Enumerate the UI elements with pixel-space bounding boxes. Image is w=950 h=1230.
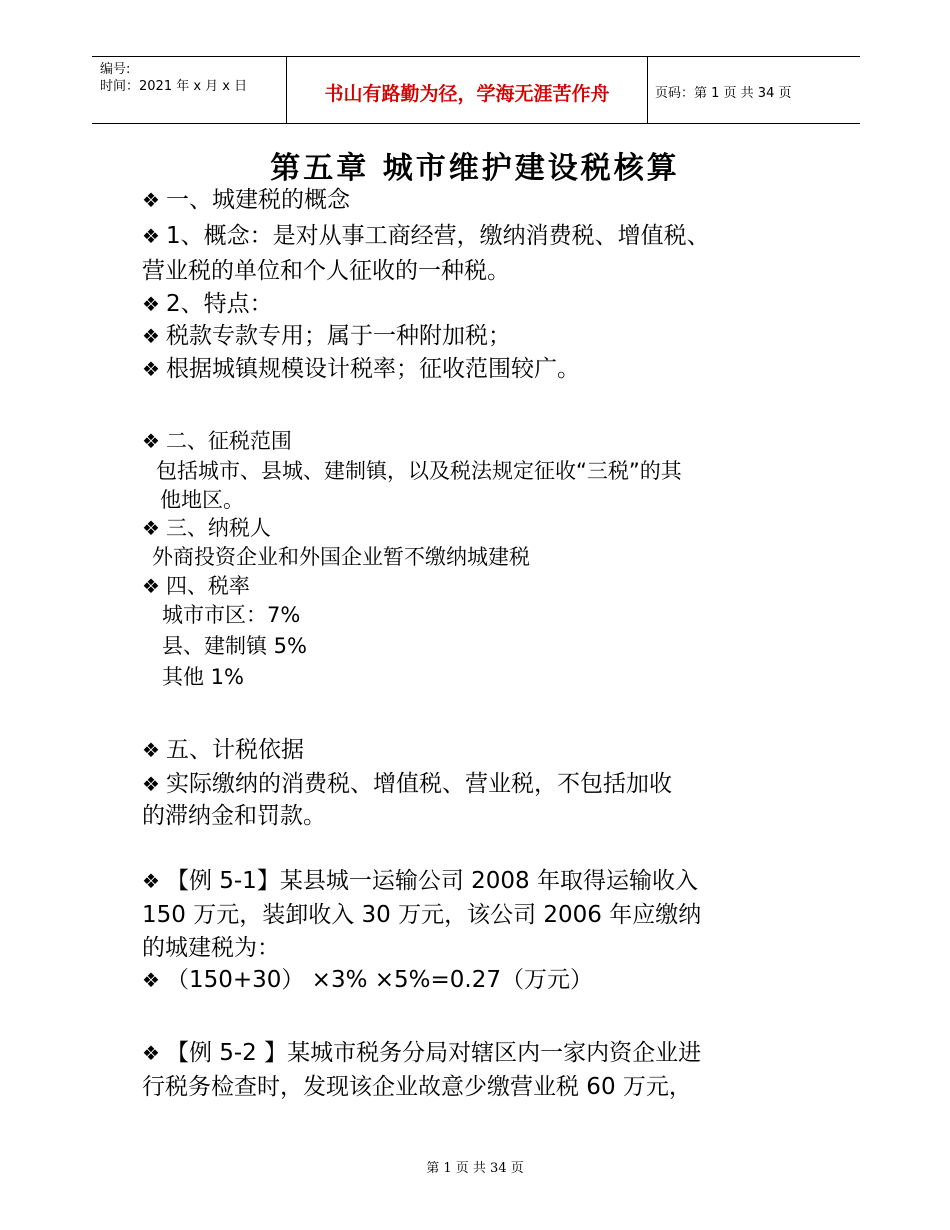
diamond-bullet-icon: ❖	[142, 429, 160, 453]
diamond-bullet-icon: ❖	[142, 1041, 160, 1065]
body-line: ❖ 税款专款专用；属于一种附加税；	[142, 323, 511, 349]
body-line: ❖ 二、征税范围	[142, 429, 292, 453]
diamond-bullet-icon: ❖	[142, 869, 160, 893]
header-motto: 书山有路勤为径，学海无涯苦作舟	[324, 83, 610, 105]
body-line: ❖ 三、纳税人	[142, 516, 271, 540]
diamond-bullet-icon: ❖	[142, 516, 160, 540]
body-line: 其他 1%	[162, 665, 244, 689]
number-label: 编号:	[100, 62, 131, 77]
body-line: ❖ 一、城建税的概念	[142, 187, 350, 213]
diamond-bullet-icon: ❖	[142, 772, 160, 796]
document-header	[92, 56, 860, 124]
diamond-bullet-icon: ❖	[142, 224, 160, 248]
diamond-bullet-icon: ❖	[142, 738, 160, 762]
body-line: ❖ 实际缴纳的消费税、增值税、营业税，不包括加收	[142, 771, 672, 797]
time-label: 时间：2021 年 x 月 x 日	[100, 79, 248, 94]
body-line: ❖ （150+30） ×3% ×5%=0.27（万元）	[142, 967, 593, 993]
body-line: ❖ 根据城镇规模设计税率；征收范围较广。	[142, 356, 580, 382]
body-line: 150 万元，装卸收入 30 万元，该公司 2006 年应缴纳	[142, 902, 702, 928]
header-right-cell	[647, 57, 860, 123]
body-line: 他地区。	[160, 488, 244, 512]
header-page-info: 页码：第 1 页 共 34 页	[655, 86, 792, 101]
body-line: ❖ 四、税率	[142, 574, 250, 598]
chapter-title: 第五章 城市维护建设税核算	[270, 151, 680, 186]
body-line: ❖ 2、特点：	[142, 291, 273, 317]
body-line: 城市市区：7%	[162, 603, 301, 627]
body-line: 营业税的单位和个人征收的一种税。	[142, 258, 510, 284]
diamond-bullet-icon: ❖	[142, 968, 160, 992]
diamond-bullet-icon: ❖	[142, 188, 160, 212]
header-center-cell	[286, 57, 648, 123]
body-line: ❖ 1、概念：是对从事工商经营，缴纳消费税、增值税、	[142, 223, 710, 249]
diamond-bullet-icon: ❖	[142, 574, 160, 598]
body-line: 包括城市、县城、建制镇，以及税法规定征收“三税”的其	[156, 459, 682, 483]
body-line: 的滞纳金和罚款。	[142, 803, 326, 829]
header-left-cell	[92, 57, 286, 123]
diamond-bullet-icon: ❖	[142, 324, 160, 348]
body-line: 县、建制镇 5%	[162, 634, 307, 658]
page-footer: 第 1 页 共 34 页	[426, 1161, 524, 1176]
body-line: 行税务检查时，发现该企业故意少缴营业税 60 万元，	[142, 1074, 692, 1100]
body-line: ❖ 【例 5-2 】某城市税务分局对辖区内一家内资企业进	[142, 1040, 702, 1066]
body-line: 的城建税为：	[142, 935, 280, 961]
diamond-bullet-icon: ❖	[142, 292, 160, 316]
body-line: ❖ 五、计税依据	[142, 737, 304, 763]
body-line: 外商投资企业和外国企业暂不缴纳城建税	[152, 545, 530, 569]
body-line: ❖ 【例 5-1】某县城一运输公司 2008 年取得运输收入	[142, 868, 698, 894]
diamond-bullet-icon: ❖	[142, 357, 160, 381]
